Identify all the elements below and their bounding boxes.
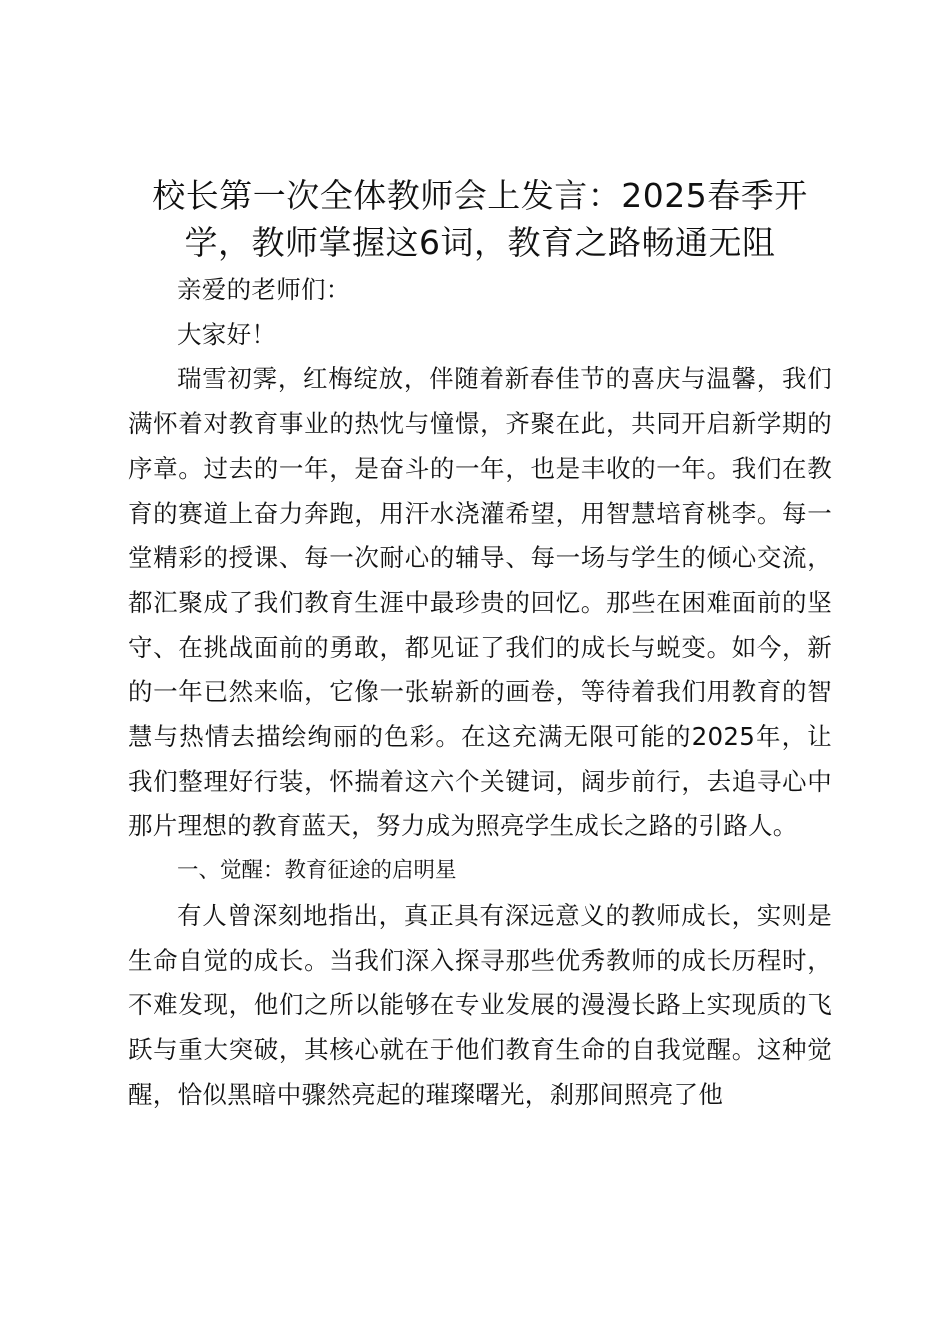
section-paragraph: 有人曾深刻地指出，真正具有深远意义的教师成长，实则是生命自觉的成长。当我们深入探寻那些优秀教师的成长历程时，不难发现，他们之所以能够在专业发展的漫漫长路上实现质的飞跃与重大突破，其核心就在于他们教育生命的自我觉醒。这种觉醒，恰似黑暗中骤然亮起的璀璨曙光，刹那间照亮了他 <box>128 900 832 1109</box>
document-title: 校长第一次全体教师会上发言：2025春季开学，教师掌握这6词，教育之路畅通无阻 <box>152 176 808 262</box>
section-heading: 一、觉醒：教育征途的启明星 <box>177 858 457 884</box>
intro-paragraph: 瑞雪初霁，红梅绽放，伴随着新春佳节的喜庆与温馨，我们满怀着对教育事业的热忱与憧憬，齐聚在此，共同开启新学期的序章。过去的一年，是奋斗的一年，也是丰收的一年。我们在教育的赛道上奋力奔跑，用汗水浇灌希望，用智慧培育桃李。每一堂精彩的授课、每一次耐心的辅导、每一场与学生的倾心交流，都汇聚成了我们教育生涯中最珍贵的回忆。那些在困难面前的坚守、在挑战面前的勇敢，都见证了我们的成长与蜕变。如今，新的一年已然来临，它像一张崭新的画卷，等待着我们用教育的智慧与热情去描绘绚丽的色彩。在这充满无限可能的2025年，让我们整理好行装，怀揣着这六个关键词，阔步前行，去追寻心中那片理想的教育蓝天，努力成为照亮学生成长之路的引路人。 <box>128 364 832 841</box>
greeting: 大家好！ <box>177 319 277 349</box>
salutation: 亲爱的老师们： <box>177 275 351 304</box>
document-page <box>128 172 832 1117</box>
